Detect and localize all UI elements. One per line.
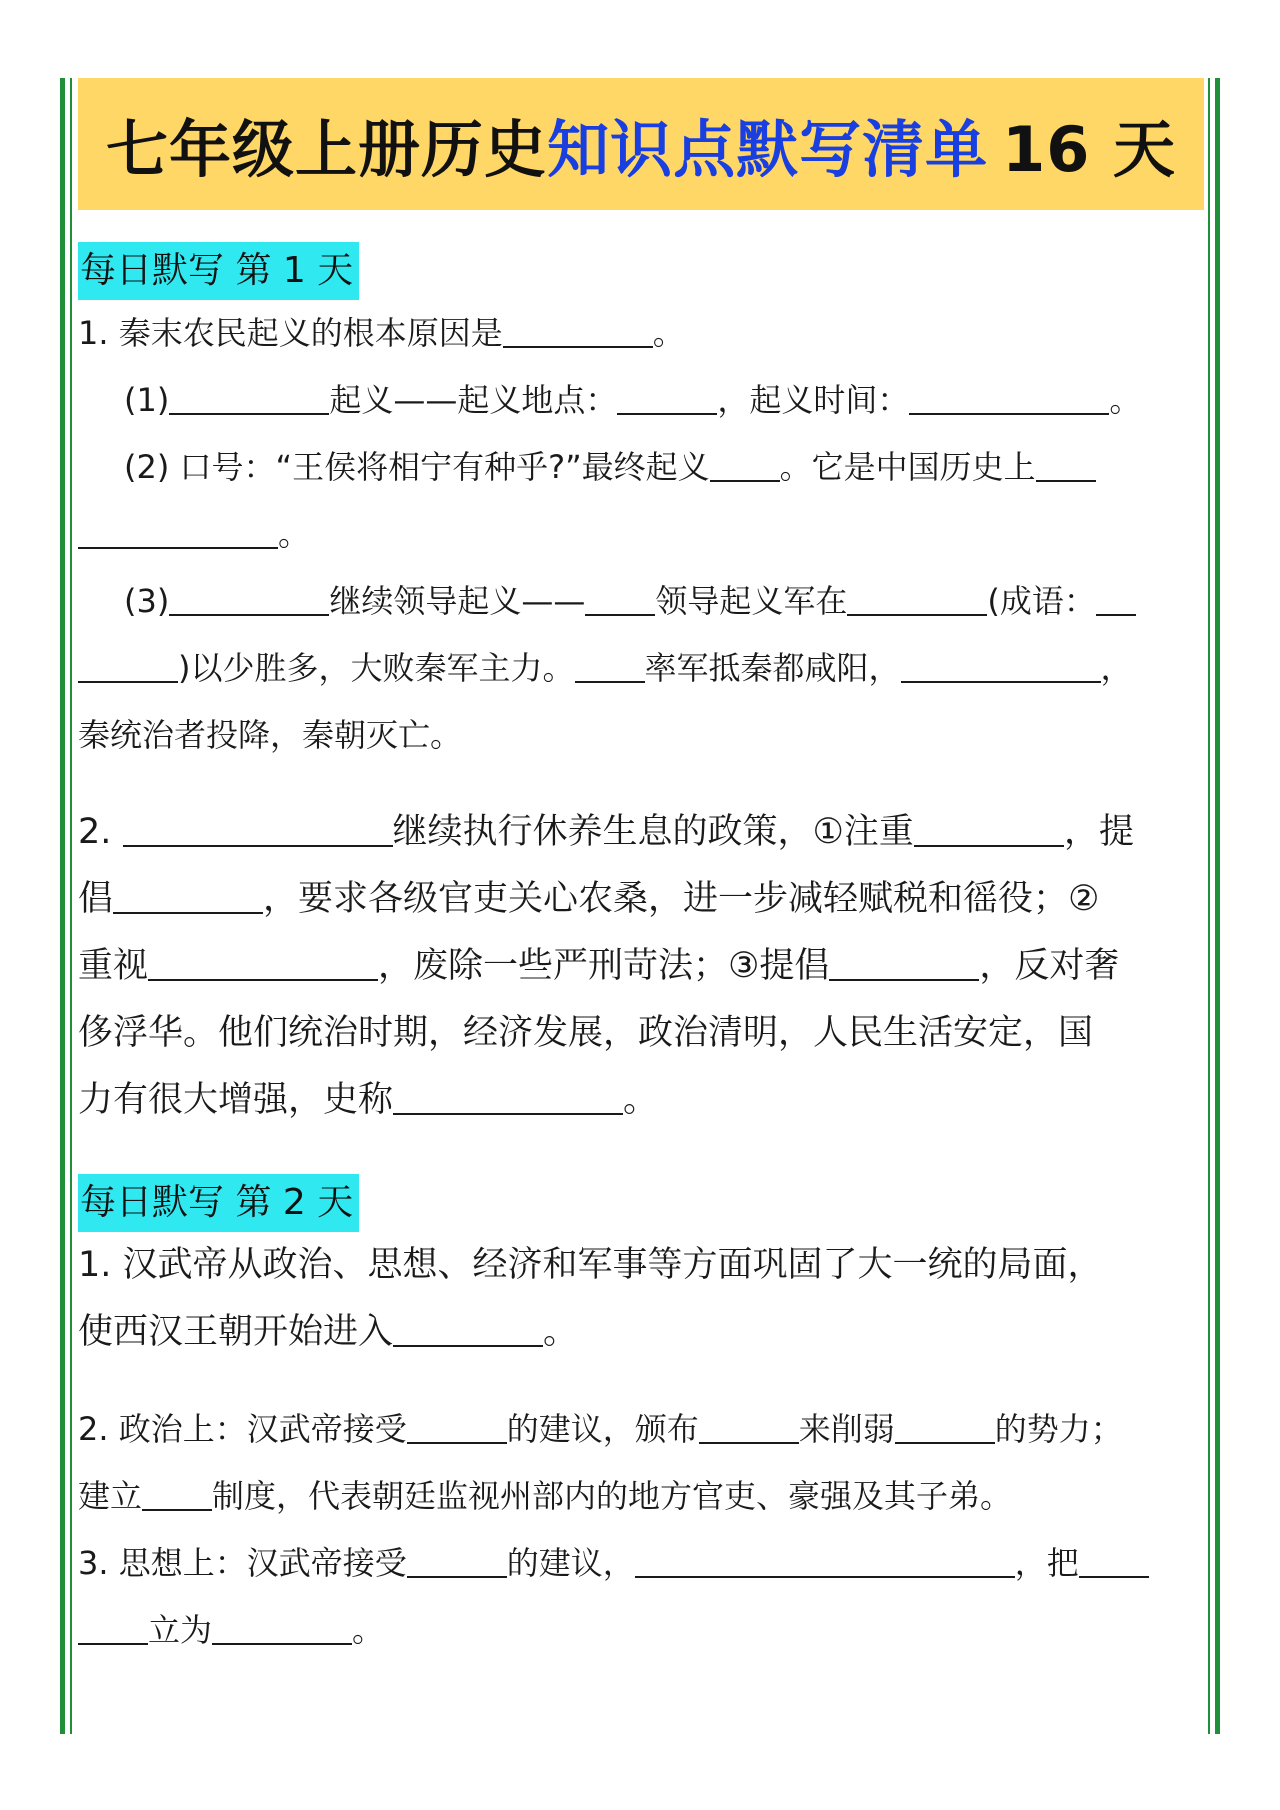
answer-blank[interactable] — [914, 808, 1064, 847]
answer-blank[interactable] — [847, 580, 987, 616]
answer-blank[interactable] — [503, 312, 653, 348]
text: ， — [1100, 649, 1133, 687]
text: 建立 — [78, 1477, 143, 1515]
text: 。 — [278, 515, 311, 553]
day1-q1-stem — [78, 300, 1204, 367]
answer-blank[interactable] — [909, 379, 1109, 415]
day1-q1-sub3 — [78, 568, 1204, 635]
day1-q1-sub3-end: 秦统治者投降，秦朝灭亡。 — [78, 716, 463, 754]
day1-header: 每日默写 第 1 天 — [78, 242, 359, 300]
text: 领导起义军在 — [655, 582, 848, 620]
text: 2. 政治上：汉武帝接受 — [78, 1410, 407, 1448]
text: 率军抵秦都咸阳， — [644, 649, 901, 687]
answer-blank[interactable] — [148, 942, 378, 981]
text: 。 — [352, 1611, 385, 1649]
answer-blank[interactable] — [699, 1408, 799, 1444]
text: 。它是中国历史上 — [779, 448, 1036, 486]
answer-blank[interactable] — [575, 647, 645, 683]
text: ，反对奢 — [979, 946, 1120, 986]
text: ，要求各级官吏关心农桑，进一步减轻赋税和徭役；② — [263, 879, 1100, 919]
text: 。 — [623, 1080, 659, 1120]
answer-blank[interactable] — [78, 513, 278, 549]
day1-q1-sub1 — [78, 367, 1204, 434]
day1-q2-line1 — [78, 799, 1204, 866]
title-part3: 16 天 — [1002, 112, 1176, 186]
day1-q1-sub2-cont — [78, 501, 1204, 568]
text: )以少胜多，大败秦军主力。 — [178, 649, 575, 687]
day2-q1-line1: 1. 汉武帝从政治、思想、经济和军事等方面巩固了大一统的局面， — [78, 1245, 1103, 1285]
answer-blank[interactable] — [1079, 1542, 1149, 1578]
text: 来削弱 — [798, 1410, 895, 1448]
text: 。 — [652, 314, 685, 352]
answer-blank[interactable] — [585, 580, 655, 616]
answer-blank[interactable] — [142, 1475, 212, 1511]
title-part2: 知识点默写清单 — [547, 112, 989, 186]
day1-q1-sub2 — [78, 434, 1204, 501]
day2-q3-line1 — [78, 1530, 1204, 1597]
answer-blank[interactable] — [169, 379, 329, 415]
text: 。 — [543, 1312, 579, 1352]
day1-q2-line2 — [78, 866, 1204, 933]
text: 的势力； — [994, 1410, 1123, 1448]
text: (1) — [124, 381, 170, 419]
day1-q2-line5 — [78, 1067, 1204, 1134]
text: 立为 — [148, 1611, 213, 1649]
text: 力有很大增强，史称 — [78, 1080, 394, 1120]
answer-blank[interactable] — [829, 942, 979, 981]
title-banner — [78, 78, 1204, 210]
text: ，废除一些严刑苛法；③提倡 — [378, 946, 830, 986]
answer-blank[interactable] — [393, 1308, 543, 1347]
answer-blank[interactable] — [407, 1542, 507, 1578]
text: 的建议，颁布 — [506, 1410, 699, 1448]
day2-q2-line1 — [78, 1396, 1204, 1463]
worksheet-page — [78, 78, 1204, 1664]
text: 起义——起义地点： — [329, 381, 618, 419]
answer-blank[interactable] — [407, 1408, 507, 1444]
day1-q1-sub3-cont — [78, 635, 1204, 702]
text: 的建议， — [506, 1544, 635, 1582]
text: 使西汉王朝开始进入 — [78, 1312, 394, 1352]
text: ，把 — [1014, 1544, 1079, 1582]
day2-q2-line2 — [78, 1463, 1204, 1530]
text: (3) — [124, 582, 170, 620]
answer-blank[interactable] — [78, 647, 178, 683]
right-border — [1215, 78, 1220, 1734]
text: (2) 口号：“王侯将相宁有种乎?”最终起义 — [124, 448, 710, 486]
text: 。 — [1109, 381, 1142, 419]
day1-q2-line4: 侈浮华。他们统治时期，经济发展，政治清明，人民生活安定，国 — [78, 1013, 1094, 1053]
text: 制度，代表朝廷监视州部内的地方官吏、豪强及其子弟。 — [212, 1477, 1013, 1515]
answer-blank[interactable] — [617, 379, 717, 415]
text: ，提 — [1063, 812, 1134, 852]
answer-blank[interactable] — [113, 875, 263, 914]
text: 继续领导起义—— — [329, 582, 586, 620]
left-border — [60, 78, 65, 1734]
answer-blank[interactable] — [1036, 446, 1096, 482]
text: 2. — [78, 812, 112, 852]
title-part1: 七年级上册历史 — [106, 112, 548, 186]
text: 继续执行休养生息的政策，①注重 — [392, 812, 914, 852]
day2-q3-line2 — [78, 1597, 1204, 1664]
day2-q1-line2 — [78, 1299, 1204, 1366]
answer-blank[interactable] — [78, 1609, 148, 1645]
answer-blank[interactable] — [901, 647, 1101, 683]
text: 3. 思想上：汉武帝接受 — [78, 1544, 407, 1582]
answer-blank[interactable] — [123, 808, 393, 847]
answer-blank[interactable] — [393, 1076, 623, 1115]
day2-header: 每日默写 第 2 天 — [78, 1174, 359, 1232]
answer-blank[interactable] — [710, 446, 780, 482]
text: ，起义时间： — [717, 381, 910, 419]
answer-blank[interactable] — [635, 1542, 1015, 1578]
answer-blank[interactable] — [169, 580, 329, 616]
text: 重视 — [78, 946, 149, 986]
day1-q2-line3 — [78, 933, 1204, 1000]
answer-blank[interactable] — [895, 1408, 995, 1444]
text: 倡 — [78, 879, 114, 919]
answer-blank[interactable] — [1096, 580, 1136, 616]
text: 1. 秦末农民起义的根本原因是 — [78, 314, 503, 352]
answer-blank[interactable] — [212, 1609, 352, 1645]
text: (成语： — [987, 582, 1096, 620]
